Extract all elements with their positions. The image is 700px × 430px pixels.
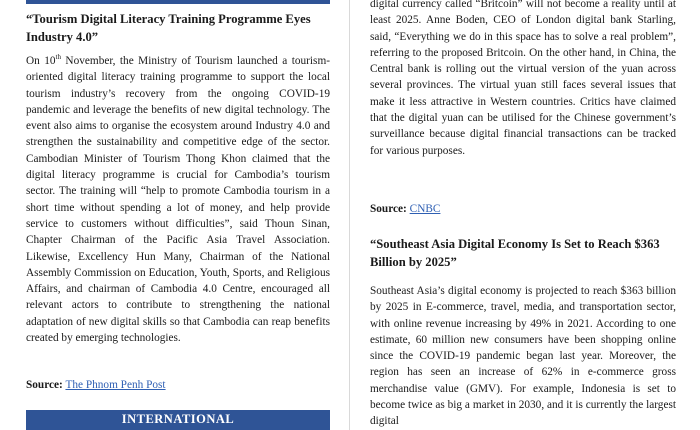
article-body-sea-digital-economy: Southeast Asia’s digital economy is projected to reach $363 billion by 2025 in E-commerce, travel, media, and transportation sector, with online revenue increasing by 49% in 2021. According to one estimate, 60 million new consumers have been shopping online since the COVID-19 pandemic began last year. Moreover, the region has seen an increase of 62% in e-commerce gross merchandise value (GMV). For example, Indonesia is set to become twice as big a market in 2030, and it is currently the largest digital	[370, 285, 676, 428]
date-suffix: th	[55, 53, 61, 62]
source-label: Source:	[26, 379, 63, 391]
source-line-cnbc	[370, 201, 676, 217]
date-prefix: On 10	[26, 55, 56, 67]
article-headline-sea-digital-economy: “Southeast Asia Digital Economy Is Set to Reach $363 Billion by 2025”	[370, 237, 660, 269]
top-accent-bar	[26, 0, 330, 4]
source-link-phnom-penh-post[interactable]: The Phnom Penh Post	[65, 379, 166, 391]
source-link-cnbc[interactable]: CNBC	[409, 203, 441, 215]
article-body-tourism	[26, 53, 330, 346]
article-headline-tourism: “Tourism Digital Literacy Training Programme Eyes Industry 4.0”	[26, 12, 311, 44]
section-header-international: INTERNATIONAL	[26, 410, 330, 430]
body-text: November, the Ministry of Tourism launched a tourism-oriented digital literacy training programme to support the local tourism industry’s recovery from the ongoing COVID-19 pandemic and leverage the benefits of new digital technology. The event also aims to organise the ecosystem around Industry 4.0 and strengthen the sustainability and competitive edge of the sector. Cambodian Minister of Tourism Thong Khon claimed that the digital literacy programme is crucial for Cambodia’s tourism sector. The training will “help to promote Cambodia tourism in a short time without spending a lot of money, and help provide service to customers without difficulties”, said Thoun Sinan, Chapter Chairman of the Pacific Asia Travel Association. Likewise, Excellency Hun Many, Chairman of the National Assembly Commission on Education, Youth, Sports, and Religious Affairs, and chairman of Cambodia 4.0 Centre, encouraged all relevant actors to contribute to strengthening the national adaptation of new digital skills so that Cambodia can reap benefits created by emerging technologies.	[26, 55, 330, 345]
article-body-digital-currency: digital currency called “Britcoin” will not become a reality until at least 2025. Anne Boden, CEO of London digital bank Starling, said, “Everything we do in this space has to solve a real problem”, referring to the proposed Britcoin. On the other hand, in China, the Central bank is rolling out the virtual version of the yuan across several provinces. The virtual yuan still faces several issues that make it less attractive in Western countries. Critics have claimed that the digital yuan can be utilised for the Chinese government’s surveillance because digital financial transactions can be tracked for various purposes.	[370, 0, 676, 157]
source-line-tourism	[26, 377, 330, 393]
source-label: Source:	[370, 203, 407, 215]
column-divider	[349, 0, 350, 430]
